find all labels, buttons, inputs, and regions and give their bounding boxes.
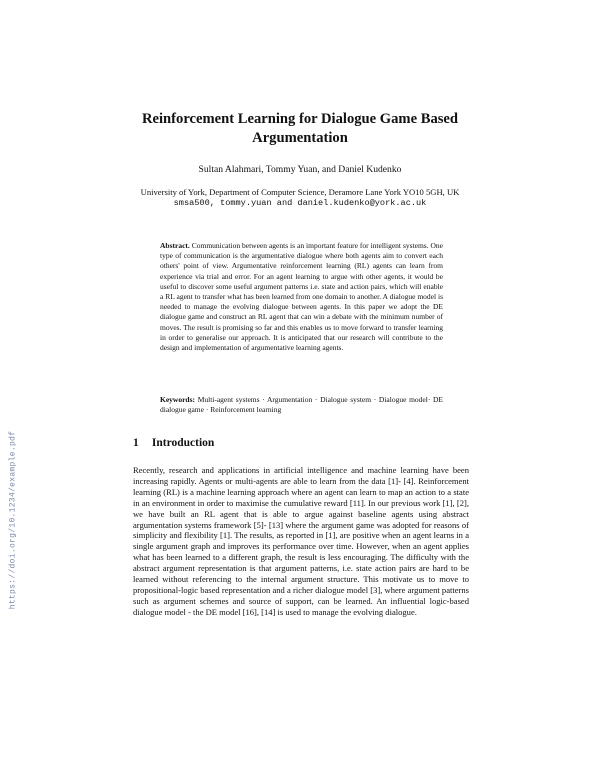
abstract-text: Communication between agents is an important feature for intelligent systems. One type of communication is the argumentative dialogue where both agents aim to convert each others' point of view. Argumentative reinforcement learning (RL) agents can learn from experience via trial and error. For an agent learning to argue with other agents, it would be useful to discover some useful argument patterns i.e. state and action pairs, which will enable a RL agent to transfer what has been learned from one domain to another. A dialogue model is needed to manage the evolving dialogue between agents. In this paper we adopt the DE dialogue game and construct an RL agent that can win a debate with the minimum number of moves. The result is promising so far and this enables us to move forward to transfer learning in order to generalise our approach. It is anticipated that our research will contribute to the design and implementation of argumentative learning agents. xyxy=(160,241,444,353)
arxiv-stamp[interactable] xyxy=(0,420,26,620)
arxiv-stamp-text[interactable]: https://doi.org/10.1234/example.pdf xyxy=(8,430,18,610)
abstract xyxy=(160,241,443,353)
affiliation: University of York, Department of Computer Science, Deramore Lane York YO10 5GH, UK xyxy=(140,187,460,197)
keywords-text: Multi-agent systems · Argumentation · Dialogue system · Dialogue model· DE dialogue game · Reinforcement learning xyxy=(160,395,444,415)
section-heading xyxy=(133,437,214,449)
author-list: Sultan Alahmari, Tommy Yuan, and Daniel Kudenko xyxy=(198,164,402,175)
abstract-label: Abstract. xyxy=(160,241,190,250)
section-number: 1 xyxy=(133,437,139,449)
introduction-paragraph: Recently, research and applications in artificial intelligence and machine learning have been increasing rapidly. Agents or multi-agents are able to learn from the data [1]- [4]. Reinforcement learning (RL) is a machine learning approach where an agent can learn to map an action to a state in an environment in order to maximise the cumulative reward [11]. In our previous work [1], [2], we have built an RL agent that is able to argue against baseline agents using abstract argumentation systems framework [5]- [13] where the argument game was adopted for reasons of simplicity and flexibility [1]. The results, as reported in [1], are positive when an agent learns in a single argument graph and improves its performance over time. However, when an agent applies what has been learned to a different graph, the result is less encouraging. The difficulty with the abstract argument representation is that argument patterns, i.e. state action pairs are hard to be learned without referencing to the internal argument structure. This motivate us to move to propositional-logic based representation and a richer dialogue model [3], where argument patterns such as argument schemes and source of support, can be learned. An influential logic-based dialogue model - the DE model [16], [14] is used to manage the evolving dialogue. xyxy=(133,465,469,617)
title-line-2: Argumentation xyxy=(252,130,348,146)
author-emails: smsa500, tommy.yuan and daniel.kudenko@york.ac.uk xyxy=(173,198,427,208)
section-title: Introduction xyxy=(151,437,215,449)
keywords xyxy=(160,395,443,415)
title-line-1: Reinforcement Learning for Dialogue Game Based xyxy=(141,111,459,127)
keywords-label: Keywords: xyxy=(160,395,195,404)
paper-title xyxy=(100,110,500,148)
